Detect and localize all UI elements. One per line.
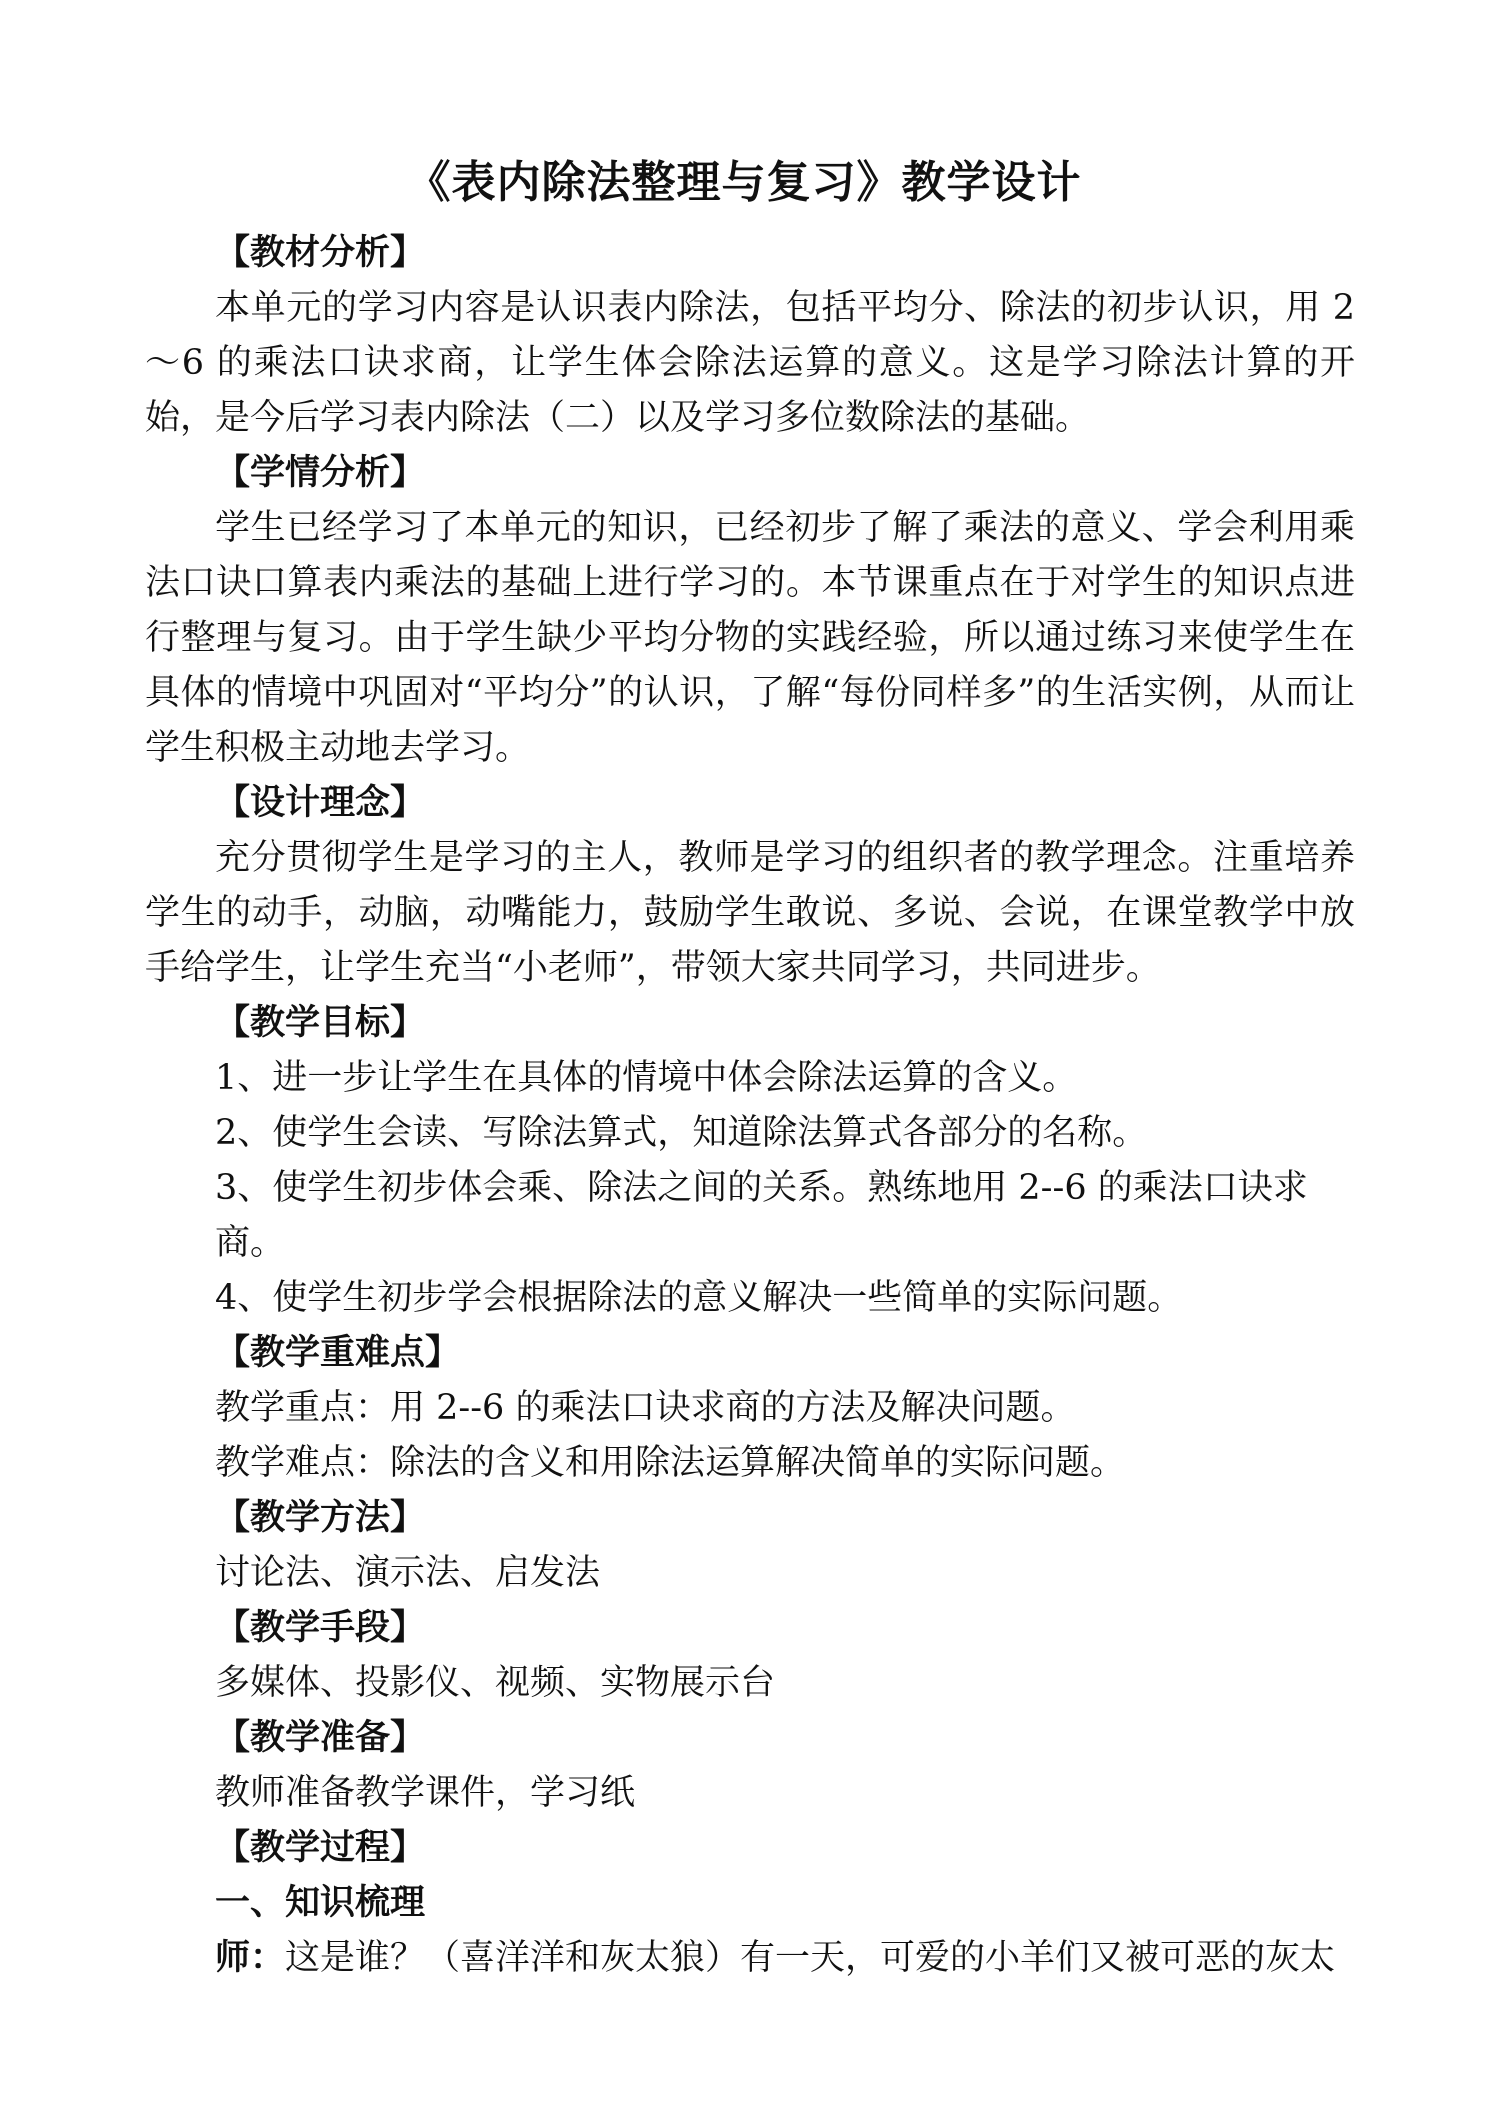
teaching-preparation-text: 教师准备教学课件，学习纸 [215, 1773, 636, 1813]
heading-key-points: 【教学重难点】 [215, 1333, 461, 1373]
key-point: 教学重点：用 2--6 的乘法口诀求商的方法及解决问题。 [215, 1388, 1076, 1428]
heading-teaching-preparation: 【教学准备】 [215, 1718, 426, 1758]
paragraph-student-analysis: 学生已经学习了本单元的知识，已经初步了解了乘法的意义、学会利用乘法口诀口算表内乘法的基础上进行学习的。本节课重点在于对学生的知识点进行整理与复习。由于学生缺少平均分物的实践经验，所以通过练习来使学生在具体的情境中巩固对“平均分”的认识，了解“每份同样多”的生活实例，从而让学生积极主动地去学习。 [145, 508, 1355, 768]
document-body [145, 226, 1355, 1986]
heading-student-analysis: 【学情分析】 [215, 453, 426, 493]
heading-teaching-means: 【教学手段】 [215, 1608, 426, 1648]
goal-item: 2、使学生会读、写除法算式，知道除法算式各部分的名称。 [215, 1113, 1148, 1153]
difficult-point: 教学难点：除法的含义和用除法运算解决简单的实际问题。 [215, 1443, 1126, 1483]
teaching-means-text: 多媒体、投影仪、视频、实物展示台 [215, 1663, 776, 1703]
teacher-dialogue [145, 1931, 1355, 1986]
heading-teaching-process: 【教学过程】 [215, 1828, 426, 1868]
document-title: 《表内除法整理与复习》教学设计 [406, 157, 1082, 208]
teacher-dialogue-text: 这是谁？（喜洋洋和灰太狼）有一天，可爱的小羊们又被可恶的灰太 [285, 1938, 1336, 1978]
goal-item: 3、使学生初步体会乘、除法之间的关系。熟练地用 2--6 的乘法口诀求商。 [215, 1168, 1308, 1263]
paragraph-material-analysis: 本单元的学习内容是认识表内除法，包括平均分、除法的初步认识，用 2～6 的乘法口诀求商，让学生体会除法运算的意义。这是学习除法计算的开始，是今后学习表内除法（二）以及学习多位数除法的基础。 [145, 288, 1355, 438]
goal-item: 4、使学生初步学会根据除法的意义解决一些简单的实际问题。 [215, 1278, 1183, 1318]
process-subheading-knowledge-review: 一、知识梳理 [215, 1883, 426, 1923]
heading-teaching-goals: 【教学目标】 [215, 1003, 426, 1043]
paragraph-design-concept: 充分贯彻学生是学习的主人，教师是学习的组织者的教学理念。注重培养学生的动手，动脑，动嘴能力，鼓励学生敢说、多说、会说，在课堂教学中放手给学生，让学生充当“小老师”，带领大家共同学习，共同进步。 [145, 838, 1355, 988]
teaching-methods-text: 讨论法、演示法、启发法 [215, 1553, 601, 1593]
heading-material-analysis: 【教材分析】 [215, 233, 426, 273]
heading-teaching-methods: 【教学方法】 [215, 1498, 426, 1538]
goal-item: 1、进一步让学生在具体的情境中体会除法运算的含义。 [215, 1058, 1078, 1098]
teacher-label: 师： [215, 1938, 286, 1978]
heading-design-concept: 【设计理念】 [215, 783, 426, 823]
